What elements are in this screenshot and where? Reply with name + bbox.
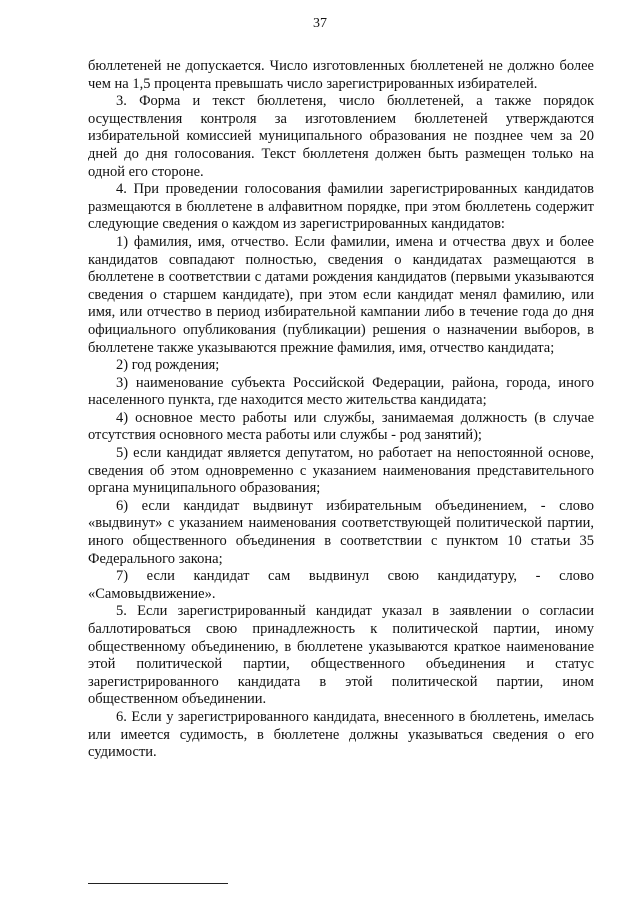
paragraph-item-4: 4. При проведении голосования фамилии зарегистрированных кандидатов размещаются в бюллетене в алфавитном порядке, при этом бюллетень содержит следующие сведения о каждом из зарегистрированных кандидатов:: [88, 181, 594, 233]
list-item-7: 7) если кандидат сам выдвинул свою кандидатуру, - слово «Самовыдвижение».: [88, 568, 594, 602]
list-item-6: 6) если кандидат выдвинут избирательным объединением, - слово «выдвинут» с указанием наименования соответствующей политической партии, иного общественного объединения в соответствии с пунктом 10 статьи 35 Федерального закона;: [88, 497, 594, 567]
footnote-divider: [88, 883, 228, 884]
document-body: [88, 58, 594, 762]
paragraph-item-3: 3. Форма и текст бюллетеня, число бюллетеней, а также порядок осуществления контроля за изготовлением бюллетеней утверждаются избирательной комиссией муниципального образования не позднее чем за 20 дней до дня голосования. Текст бюллетеня должен быть размещен только на одной его стороне.: [88, 93, 594, 180]
list-item-1: 1) фамилия, имя, отчество. Если фамилии, имена и отчества двух и более кандидатов совпадают полностью, сведения о кандидатах размещаются в бюллетене в соответствии с датами рождения кандидатов (первыми указываются сведения о старшем кандидате), при этом если кандидат менял фамилию, или имя, или отчество в период избирательной кампании либо в течение года до дня официального опубликования (публикации) решения о назначении выборов, в бюллетене также указываются прежние фамилия, имя, отчество кандидата;: [88, 233, 594, 356]
list-item-5: 5) если кандидат является депутатом, но работает на непостоянной основе, сведения об этом одновременно с указанием наименования представительного органа муниципального образования;: [88, 445, 594, 497]
paragraph-ballot-quantity: бюллетеней не допускается. Число изготовленных бюллетеней не должно более чем на 1,5 процента превышать число зарегистрированных избирателей.: [88, 58, 594, 92]
paragraph-item-5: 5. Если зарегистрированный кандидат указал в заявлении о согласии баллотироваться свою принадлежность к политической партии, иному общественному объединению, в бюллетене указываются краткое наименование этой политической партии, общественного объединения и статус зарегистрированного кандидата в этой политической партии, ином общественном объединении.: [88, 603, 594, 708]
list-item-3: 3) наименование субъекта Российской Федерации, района, города, иного населенного пункта, где находится место жительства кандидата;: [88, 374, 594, 409]
paragraph-item-6: 6. Если у зарегистрированного кандидата, внесенного в бюллетень, имелась или имеется судимость, в бюллетене должны указываться сведения о его судимости.: [88, 708, 594, 761]
list-item-2: 2) год рождения;: [116, 357, 220, 374]
page-number: 37: [313, 16, 327, 31]
list-item-4: 4) основное место работы или службы, занимаемая должность (в случае отсутствия основного места работы или службы - род занятий);: [88, 409, 594, 444]
